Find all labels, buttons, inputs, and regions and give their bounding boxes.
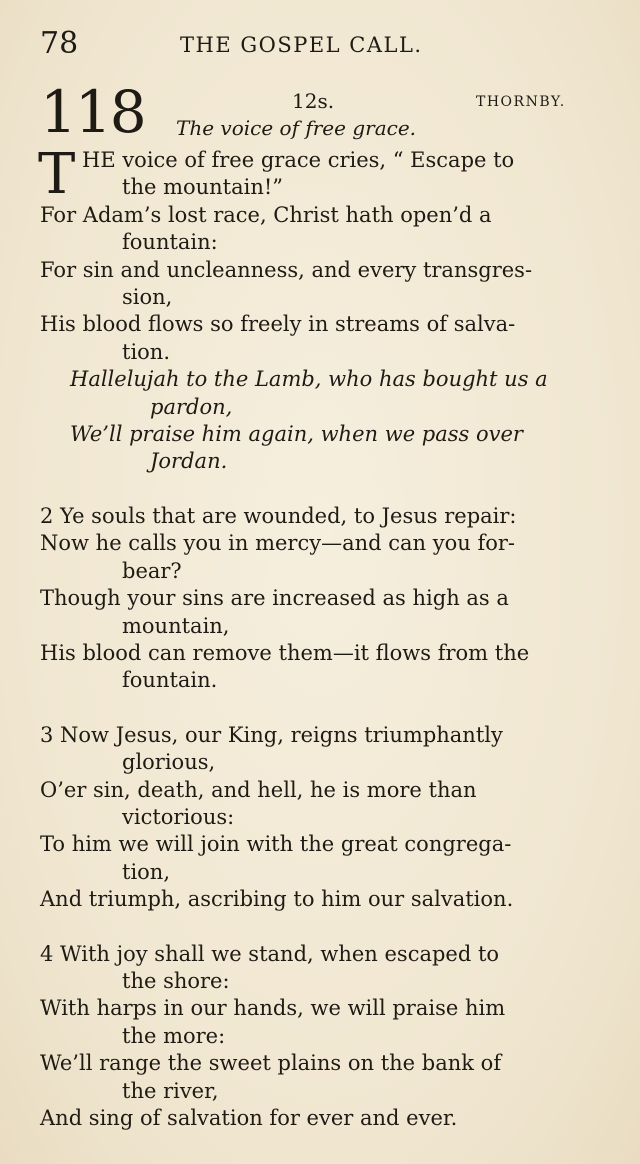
drop-cap: T [38, 142, 76, 207]
hymn-text [38, 142, 590, 1132]
chorus-line: pardon, [150, 394, 233, 419]
verse-line: And triumph, ascribing to him our salvation. [40, 887, 514, 912]
verse-line: 2 Ye souls that are wounded, to Jesus repair: [40, 503, 517, 528]
verse-line: the shore: [122, 968, 230, 993]
verse-line: With harps in our hands, we will praise him [40, 996, 506, 1021]
verse-line: Though your sins are increased as high as a [40, 586, 509, 611]
verse-line: We’ll range the sweet plains on the bank of [40, 1051, 502, 1076]
verse-line: To him we will join with the great congrega- [40, 832, 512, 857]
verse-line: His blood can remove them—it flows from the [40, 640, 530, 665]
verse-line: bear? [122, 558, 182, 583]
stanza-gap [40, 695, 590, 722]
stanza-gap [40, 914, 590, 941]
hymn-number: 118 [40, 78, 145, 146]
verse-line: 4 With joy shall we stand, when escaped to [40, 941, 500, 966]
verse-line: Now he calls you in mercy—and can you for- [40, 531, 515, 556]
verse-line: sion, [122, 285, 173, 310]
verse-line: the river, [122, 1078, 219, 1103]
hymn-subtitle: The voice of free grace. [176, 116, 417, 140]
verse-line: O’er sin, death, and hell, he is more than [40, 777, 477, 802]
verse-line: fountain: [122, 230, 218, 255]
hymn-meter: 12s. [292, 89, 335, 113]
verse-line: mountain, [122, 613, 230, 638]
verse-line: And sing of salvation for ever and ever. [40, 1106, 458, 1130]
verse-line: the more: [122, 1023, 226, 1048]
stanza-gap [40, 476, 590, 503]
verse-line: glorious, [122, 750, 216, 775]
verse-line: For Adam’s lost race, Christ hath open’d a [40, 202, 492, 227]
verse-line: His blood flows so freely in streams of salva- [40, 312, 516, 337]
verse-line: tion. [122, 339, 170, 364]
verse-line: victorious: [122, 804, 235, 829]
verse-line-text: HE voice of free grace cries, “ Escape to [82, 148, 515, 172]
verse-line: tion, [122, 859, 170, 884]
chorus-line: We’ll praise him again, when we pass over [70, 422, 523, 447]
page-number: 78 [40, 26, 79, 61]
running-title: THE GOSPEL CALL. [180, 33, 423, 57]
chorus-line: Jordan. [150, 449, 228, 474]
chorus-line: Hallelujah to the Lamb, who has bought us a [70, 367, 548, 392]
verse-line: 3 Now Jesus, our King, reigns triumphantly [40, 722, 503, 747]
verse-line: the mountain!” [122, 175, 284, 200]
verse-line: For sin and uncleanness, and every transgres- [40, 257, 533, 282]
hymn-tune: THORNBY. [476, 94, 566, 110]
page-header [40, 24, 600, 64]
verse-line: fountain. [122, 668, 218, 693]
